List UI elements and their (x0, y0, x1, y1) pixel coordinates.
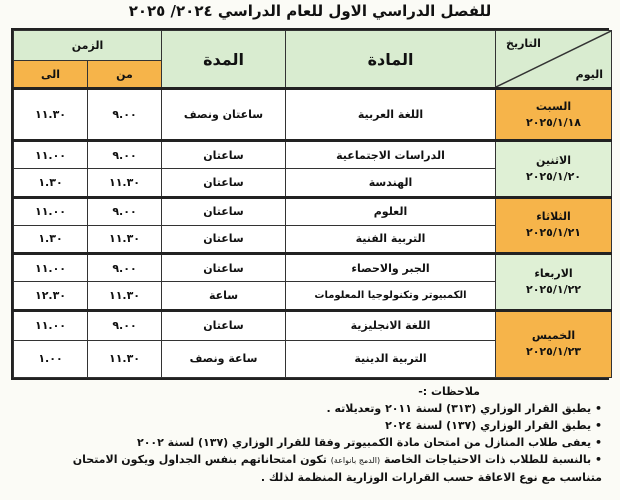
to-cell: ١٢.٣٠ (14, 282, 88, 310)
day-cell (496, 310, 612, 377)
duration-header: المدة (162, 31, 286, 89)
duration-cell: ساعة (162, 282, 286, 310)
from-cell: ٩.٠٠ (88, 197, 162, 225)
to-cell: ١.٣٠ (14, 169, 88, 197)
notes-heading: ملاحظات :- (418, 385, 480, 398)
duration-cell: ساعتان (162, 169, 286, 197)
day-date: ٢٠٢٥/١/٢٣ (525, 345, 582, 359)
table-row (14, 89, 612, 141)
subject-header: المادة (286, 31, 496, 89)
from-cell: ٩.٠٠ (88, 141, 162, 169)
table-row (14, 254, 612, 282)
from-cell: ٩.٠٠ (88, 254, 162, 282)
date-day-header (496, 31, 612, 89)
table-row (14, 141, 612, 169)
duration-cell: ساعتان (162, 225, 286, 253)
to-cell: ١١.٠٠ (14, 141, 88, 169)
day-name: الاثنين (536, 153, 571, 167)
from-cell: ٩.٠٠ (88, 310, 162, 340)
day-name: الثلاثاء (536, 210, 571, 224)
from-cell: ١١.٣٠ (88, 282, 162, 310)
from-cell: ١١.٣٠ (88, 340, 162, 377)
day-cell (496, 89, 612, 141)
day-date: ٢٠٢٥/١/٢٢ (525, 282, 582, 296)
subject-cell: الجبر والاحصاء (286, 254, 496, 282)
note-item: • يعفى طلاب المنازل من امتحان مادة الكمبيوتر وفقا للقرار الوزاري (١٣٧) لسنة ٢٠٠٢ (136, 436, 602, 449)
duration-cell: ساعتان (162, 254, 286, 282)
to-header: الى (14, 61, 88, 89)
duration-cell: ساعة ونصف (162, 340, 286, 377)
to-cell: ١١.٠٠ (14, 254, 88, 282)
date-header: التاريخ (506, 37, 541, 50)
duration-cell: ساعتان (162, 141, 286, 169)
day-name: الاربعاء (534, 266, 573, 280)
day-date: ٢٠٢٥/١/١٨ (525, 115, 582, 129)
to-cell: ١١.٠٠ (14, 197, 88, 225)
subject-cell: التربية الدينية (286, 340, 496, 377)
subject-cell: الدراسات الاجتماعية (286, 141, 496, 169)
duration-cell: ساعتان (162, 197, 286, 225)
day-cell (496, 254, 612, 310)
day-cell (496, 197, 612, 253)
day-date: ٢٠٢٥/١/٢٠ (525, 169, 582, 183)
day-name: السبت (535, 99, 572, 113)
note-item: • يطبق القرار الوزاري (٣١٣) لسنة ٢٠١١ وتعديلاته . (326, 402, 602, 415)
time-header: الزمن (14, 31, 162, 61)
subject-cell: اللغة العربية (286, 89, 496, 141)
note-item (0, 451, 610, 469)
to-cell: ١١.٠٠ (14, 310, 88, 340)
table-row (14, 310, 612, 340)
from-cell: ١١.٣٠ (88, 225, 162, 253)
subject-cell: التربية الفنية (286, 225, 496, 253)
from-header: من (88, 61, 162, 89)
from-cell: ١١.٣٠ (88, 169, 162, 197)
subject-cell: الكمبيوتر وتكنولوجيا المعلومات (286, 282, 496, 310)
from-cell: ٩.٠٠ (88, 89, 162, 141)
note-item: متناسب مع نوع الاعاقة حسب القرارات الوزارية المنظمة لذلك . (260, 471, 602, 484)
to-cell: ١١.٣٠ (14, 89, 88, 141)
subject-cell: العلوم (286, 197, 496, 225)
day-cell (496, 141, 612, 197)
notes-section (0, 383, 610, 486)
note-text: تكون امتحاناتهم بنفس الجداول ويكون الامتحان (72, 453, 327, 466)
subject-cell: الهندسة (286, 169, 496, 197)
subject-cell: اللغة الانجليزية (286, 310, 496, 340)
to-cell: ١.٣٠ (14, 225, 88, 253)
note-item: • يطبق القرار الوزاري (١٣٧) لسنة ٢٠٢٤ (385, 419, 602, 432)
day-name: الخميس (531, 329, 576, 343)
day-date: ٢٠٢٥/١/٢١ (525, 226, 582, 240)
day-header: اليوم (575, 68, 604, 81)
table-row (14, 197, 612, 225)
exam-schedule-table (11, 28, 609, 380)
note-small: (الدمج بانواعة) (330, 456, 381, 465)
page-title: للفصل الدراسي الاول للعام الدراسي ٢٠٢٤/ ٢٠٢٥ (128, 2, 492, 20)
duration-cell: ساعتان ونصف (162, 89, 286, 141)
to-cell: ١.٠٠ (14, 340, 88, 377)
duration-cell: ساعتان (162, 310, 286, 340)
note-text: • بالنسبة للطلاب ذات الاحتياجات الخاصة (384, 453, 602, 466)
